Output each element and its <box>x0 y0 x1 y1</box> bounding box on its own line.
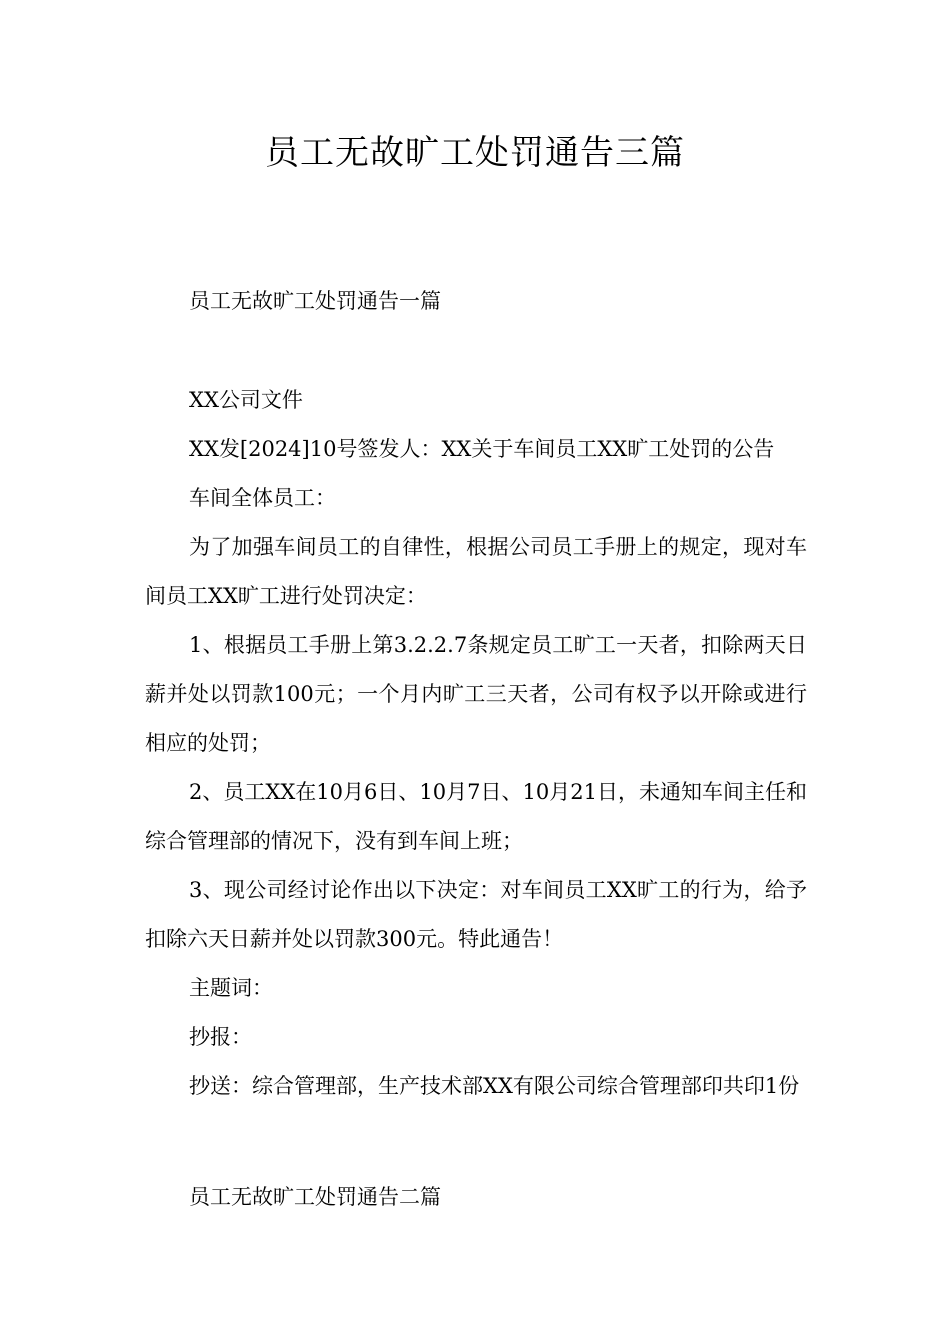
section-two-heading-block <box>145 1173 807 1222</box>
section-two-heading: 员工无故旷工处罚通告二篇 <box>189 1185 441 1209</box>
company-document-label: XX公司文件 <box>189 388 303 412</box>
copy-to: 抄送：综合管理部，生产技术部XX有限公司综合管理部印共印1份 <box>189 1074 800 1098</box>
section-one-heading: 员工无故旷工处罚通告一篇 <box>189 289 441 313</box>
salutation: 车间全体员工： <box>189 486 336 510</box>
document-number-line: XX发[2024]10号签发人：XX关于车间员工XX旷工处罚的公告 <box>189 437 775 461</box>
section-one-heading-block <box>145 277 807 326</box>
intro-paragraph: 为了加强车间员工的自律性，根据公司员工手册上的规定，现对车间员工XX旷工进行处罚决定： <box>145 535 807 608</box>
document-title: 员工无故旷工处罚通告三篇 <box>265 133 685 173</box>
report-to: 抄报： <box>189 1025 252 1049</box>
subject-words: 主题词： <box>189 976 273 1000</box>
clause-three: 3、现公司经讨论作出以下决定：对车间员工XX旷工的行为，给予扣除六天日薪并处以罚款300元。特此通告！ <box>145 878 807 951</box>
notice-body <box>145 376 807 1111</box>
clause-two: 2、员工XX在10月6日、10月7日、10月21日，未通知车间主任和综合管理部的情况下，没有到车间上班； <box>145 780 807 853</box>
clause-one: 1、根据员工手册上第3.2.2.7条规定员工旷工一天者，扣除两天日薪并处以罚款100元；一个月内旷工三天者，公司有权予以开除或进行相应的处罚； <box>145 633 807 755</box>
